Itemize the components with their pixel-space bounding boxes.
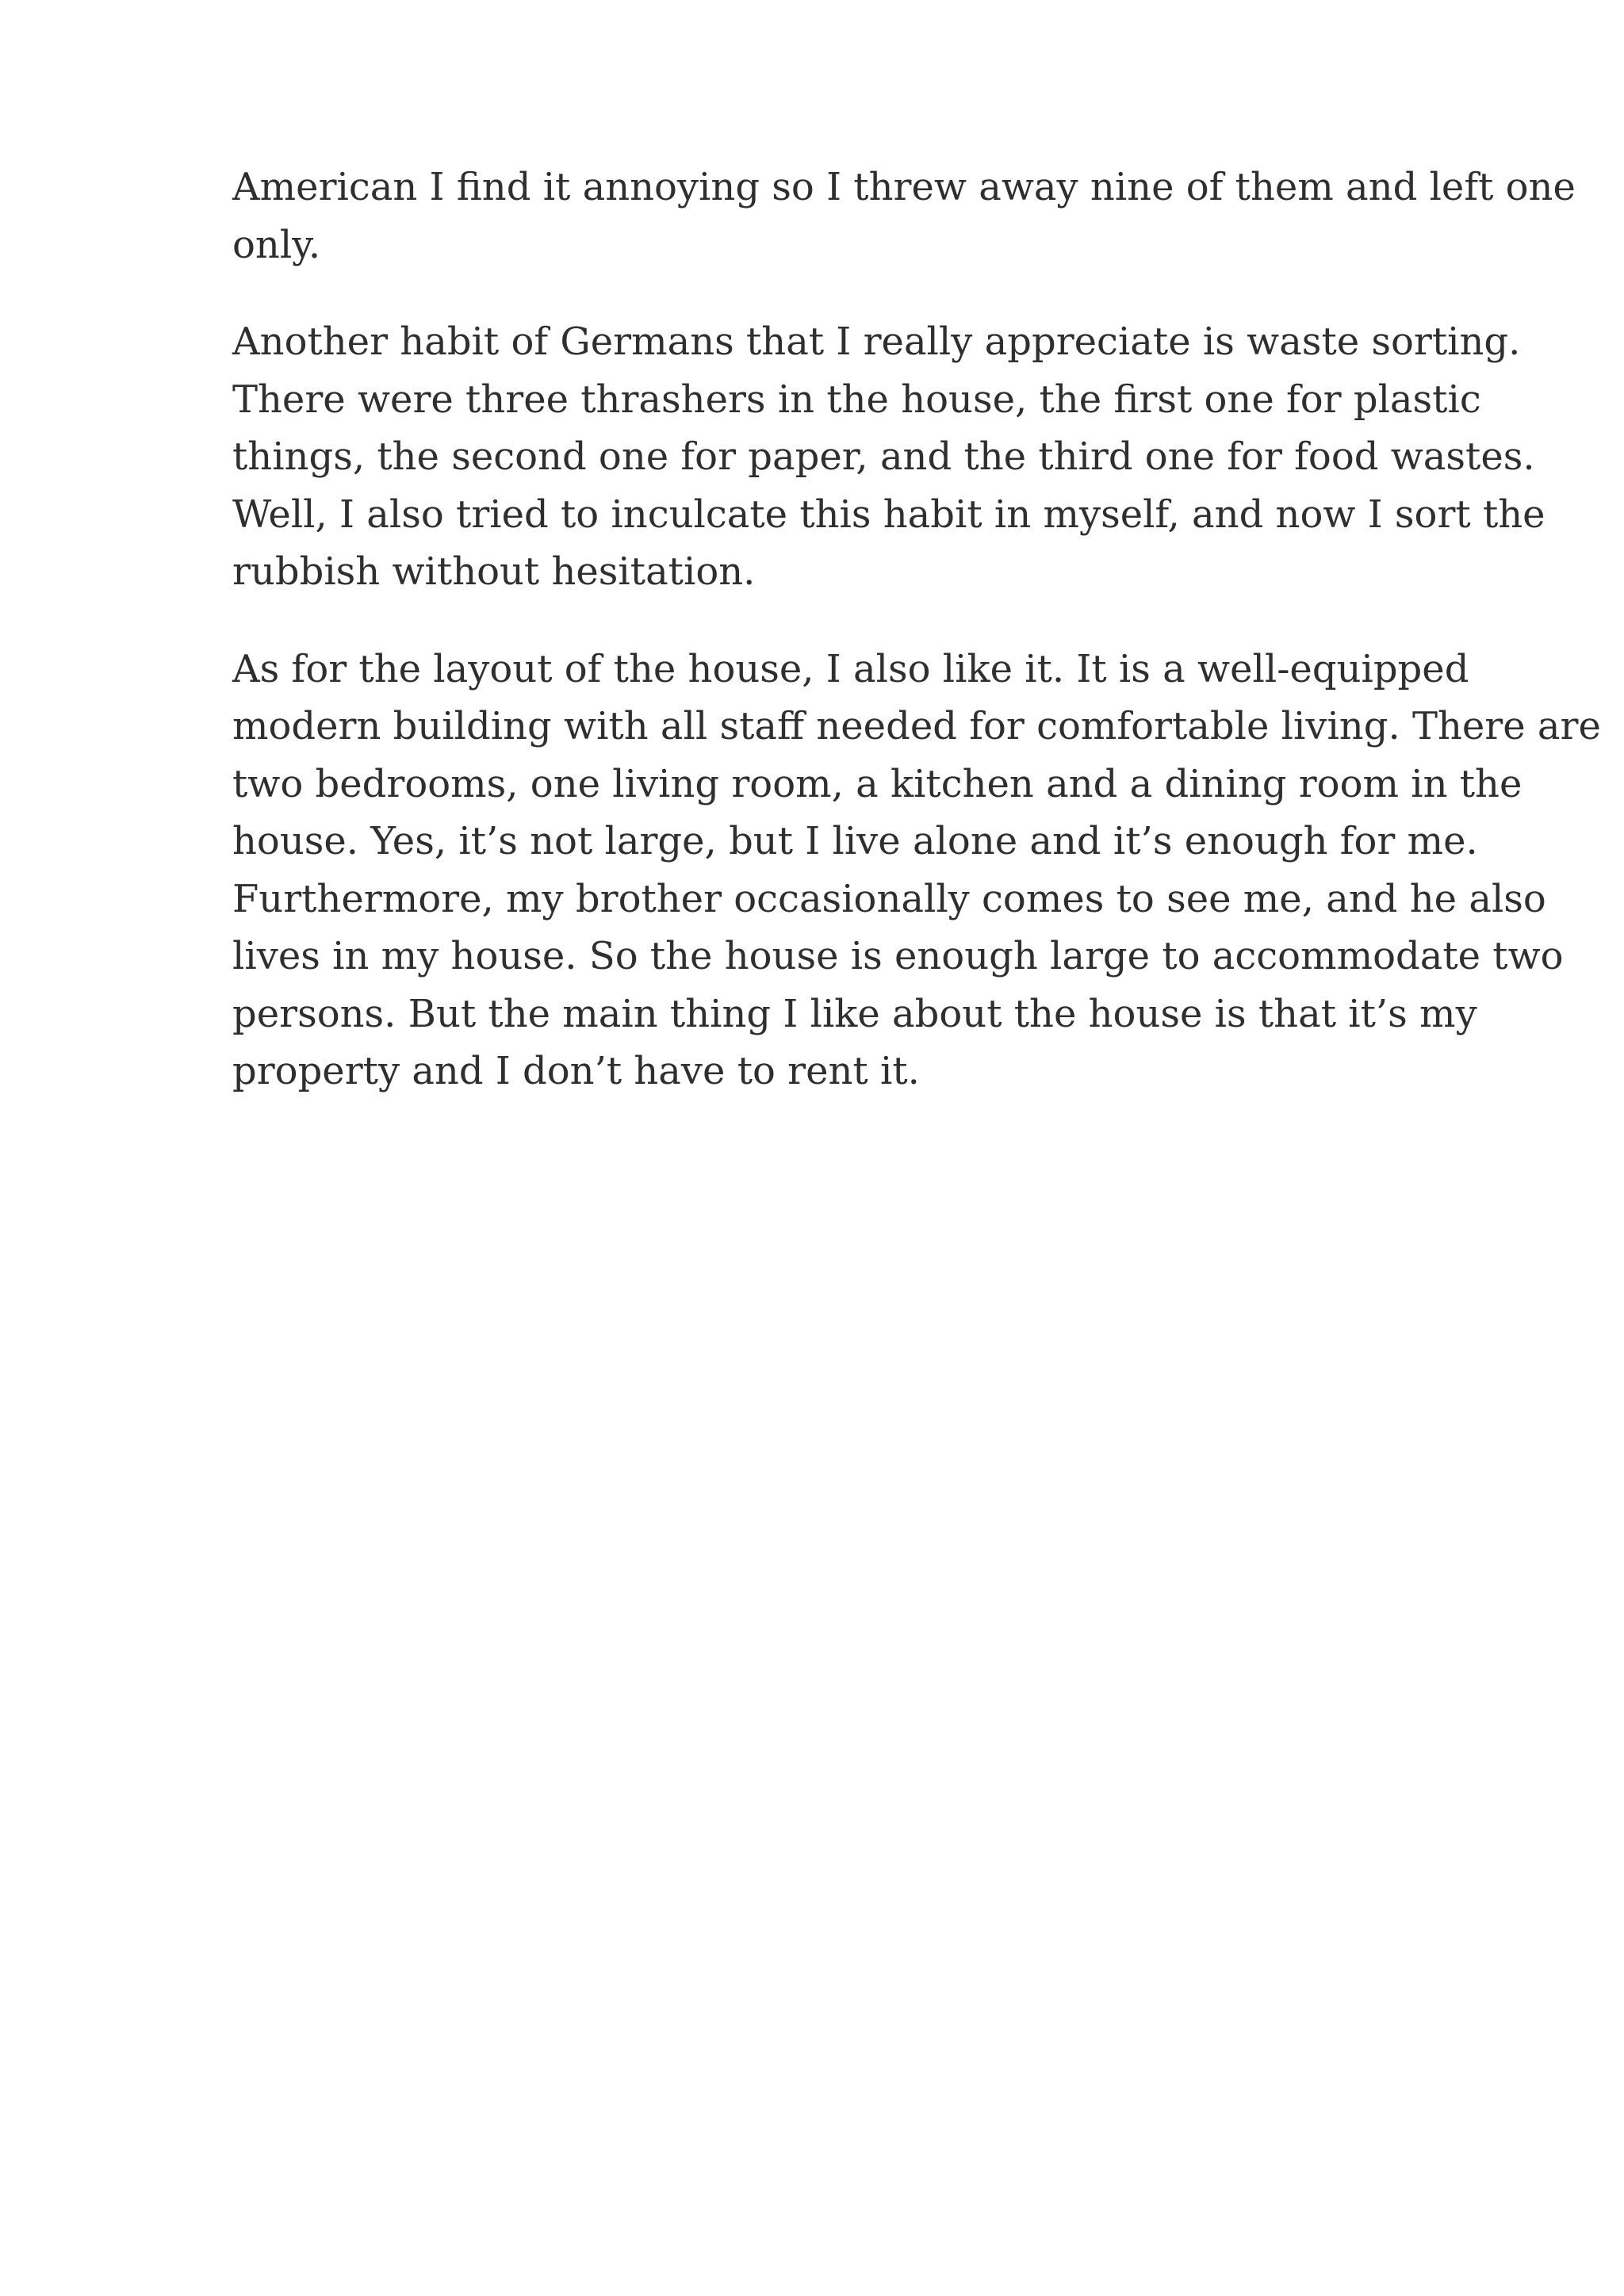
text-line: modern building with all staff needed for comfortable living. There are bbox=[232, 704, 1601, 748]
text-line: persons. But the main thing I like about the house is that it’s my bbox=[232, 991, 1477, 1036]
text-line: rubbish without hesitation. bbox=[232, 549, 756, 594]
paragraph-1 bbox=[232, 159, 1576, 274]
text-line: things, the second one for paper, and the third one for food wastes. bbox=[232, 434, 1535, 479]
text-line: house. Yes, it’s not large, but I live alone and it’s enough for me. bbox=[232, 819, 1478, 863]
text-line: Another habit of Germans that I really appreciate is waste sorting. bbox=[232, 320, 1521, 364]
paragraph-3 bbox=[232, 641, 1601, 1100]
text-line: property and I don’t have to rent it. bbox=[232, 1049, 920, 1093]
body-text bbox=[232, 159, 1601, 1140]
text-line: As for the layout of the house, I also like it. It is a well-equipped bbox=[232, 646, 1469, 691]
text-line: There were three thrashers in the house, the first one for plastic bbox=[232, 377, 1481, 422]
text-line: lives in my house. So the house is enough large to accommodate two bbox=[232, 934, 1564, 978]
text-line: American I find it annoying so I threw away nine of them and left one bbox=[232, 165, 1576, 209]
text-line: Furthermore, my brother occasionally comes to see me, and he also bbox=[232, 876, 1546, 921]
text-line: Well, I also tried to inculcate this habit in myself, and now I sort the bbox=[232, 492, 1545, 537]
text-line: only. bbox=[232, 222, 321, 267]
paragraph-2 bbox=[232, 313, 1545, 601]
text-line: two bedrooms, one living room, a kitchen and a dining room in the bbox=[232, 761, 1522, 806]
